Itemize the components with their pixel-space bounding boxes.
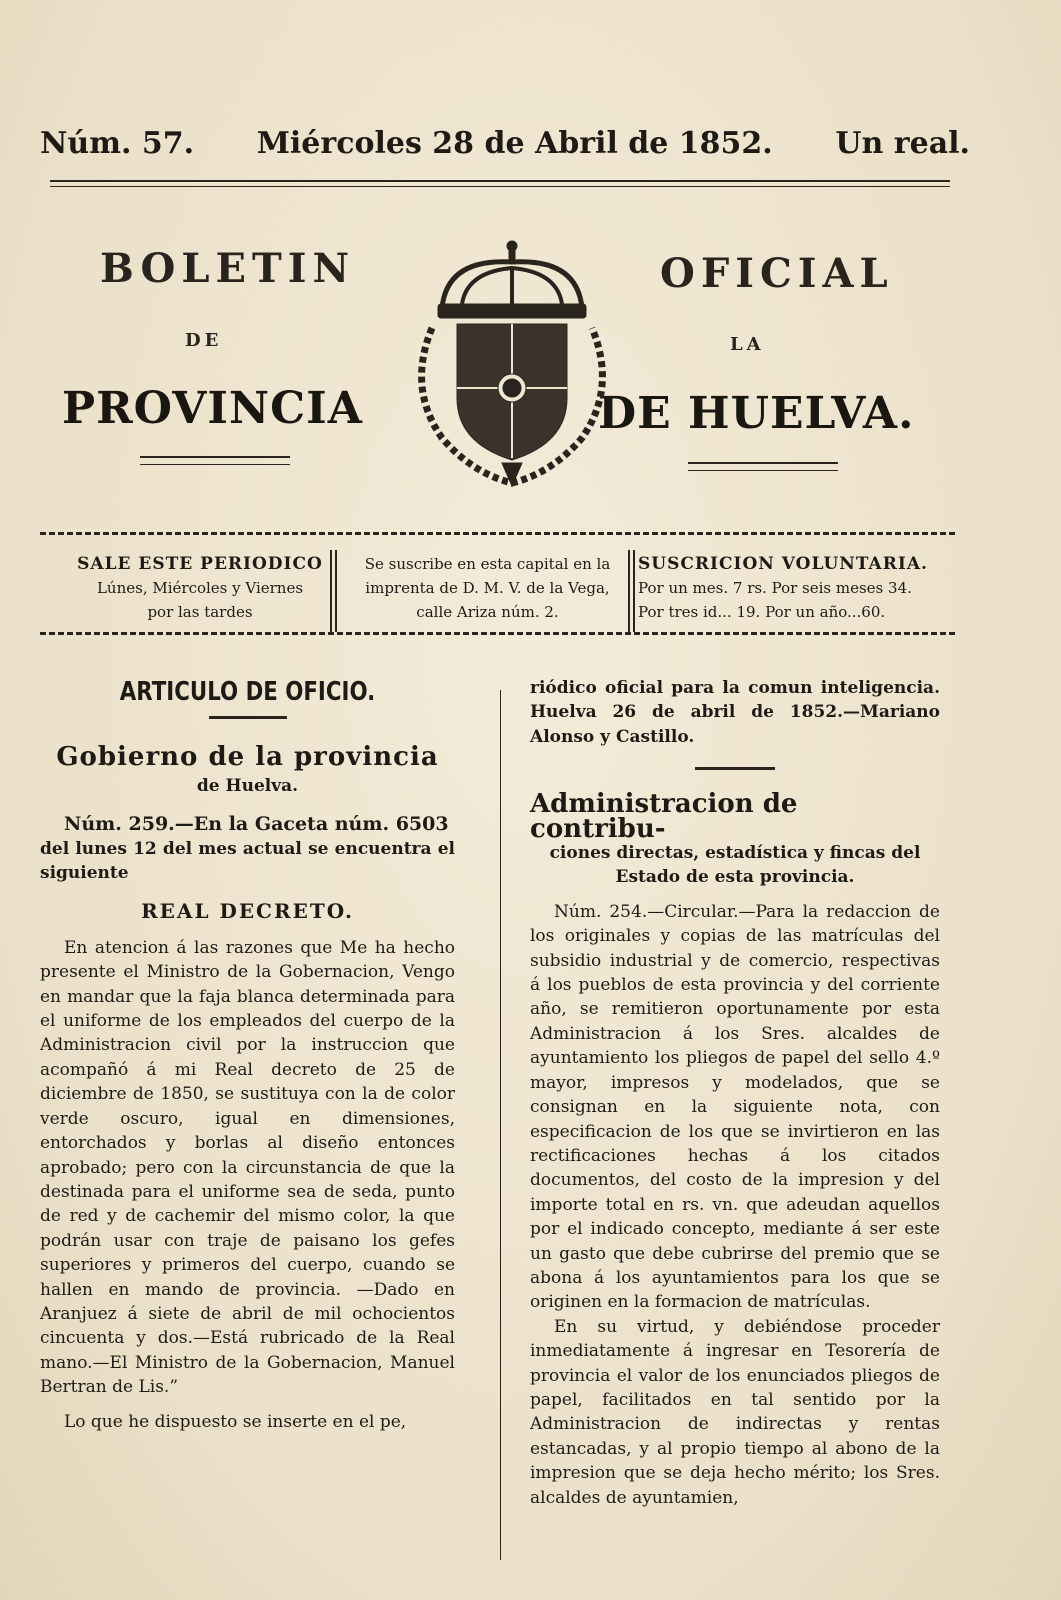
info-publication-time: por las tardes [147, 603, 253, 621]
administracion-title: Administracion de contribu- [530, 789, 798, 844]
subscription-info-box [40, 532, 955, 642]
masthead [40, 126, 970, 161]
flourish-right [688, 462, 838, 471]
info-publication-head: SALE ESTE PERIODICO [77, 554, 323, 574]
flourish-left [140, 456, 290, 465]
closing-text: Lo que he dispuesto se inserte en el pe, [64, 1411, 407, 1432]
decreto-text: En atencion á las razones que Me ha hecho presente el Ministro de la Gobernacion, Vengo en mandar que la faja blanca determinada para el uniforme de los empleados del cuerpo de la Administracion civil por la instruccion que acompañó á mi Real decreto de 25 de diciembre de 1850, se sustituya con la de color verde oscuro, igual en dimensiones, entorchados y borlas al diseño entonces aprobado; pero con la circunstancia de que la destinada para el uniforme sea de seda, punto de red y de cachemir del mismo color, la que podrán usar con traje de paisano los gefes superiores y primeros del cuerpo, cuando se hallen en mando de provincia. —Dado en Aranjuez á siete de abril de mil ochocientos cincuenta y dos.—Está rubricado de la Real mano.—El Ministro de la Gobernacion, Manuel Bertran de Lis.” [40, 937, 455, 1398]
title-oficial: OFICIAL [660, 250, 894, 297]
info-subscribe-line3: calle Ariza núm. 2. [416, 603, 559, 621]
info-publication-days: Lúnes, Miércoles y Viernes [96, 579, 304, 597]
title-provincia: PROVINCIA [62, 383, 363, 434]
info-prices [638, 552, 938, 624]
info-separator-1 [330, 550, 337, 632]
info-subscribe-line1: Se suscribe en esta capital en la [364, 555, 611, 573]
left-column [40, 677, 455, 1434]
section-rule [209, 716, 287, 719]
right-column [530, 676, 940, 1510]
column-divider [500, 690, 501, 1560]
title-la: LA [730, 334, 765, 355]
administracion-subtitle: ciones directas, estadística y fincas del Estado de esta provincia. [549, 843, 921, 888]
info-border-top [40, 532, 955, 535]
title-boletin: BOLETIN [100, 245, 356, 292]
real-decreto-title: REAL DECRETO. [141, 899, 354, 924]
title-huelva: DE HUELVA. [598, 388, 915, 439]
royal-crest-icon [402, 238, 622, 488]
continuation-text: riódico oficial para la comun inteligencia. Huelva 26 de abril de 1852.—Mariano Alonso y Castillo. [530, 678, 940, 747]
info-separator-2 [628, 550, 635, 632]
circular-text: Núm. 254.—Circular.—Para la redaccion de los originales y copias de las matrículas del subsidio industrial y de comercio, respectivas á los pueblos de esta provincia y del corriente año, se remitieron oportunamente por esta Administracion á los Sres. alcaldes de ayuntamiento los pliegos de papel del sello 4.º mayor, impresos y modelados, que se consignan en la siguiente nota, con especificacion de los que se invirtieron en las rectificaciones hechas á los citados documentos, del costo de la impresion y del importe total en rs. vn. que adeudan aquellos por el indicado concepto, mediante á ser este un gasto que debe cubrirse del premio que se abona á los ayuntamientos para los que se originen en la formacion de matrículas. [530, 901, 940, 1313]
article-rule [695, 767, 775, 770]
title-de: DE [185, 330, 223, 351]
issue-date: Miércoles 28 de Abril de 1852. [256, 126, 773, 161]
intro-text: del lunes 12 del mes actual se encuentra el siguiente [40, 838, 455, 884]
gobierno-subtitle: de Huelva. [196, 775, 299, 796]
issue-number: Núm. 57. [40, 126, 195, 161]
gobierno-title: Gobierno de la provincia [56, 742, 439, 773]
info-publication [50, 552, 350, 624]
issue-price: Un real. [835, 126, 970, 161]
masthead-rule-bottom [50, 186, 950, 187]
info-prices-line1: Por un mes. 7 rs. Por seis meses 34. [638, 579, 912, 597]
info-border-bottom [40, 632, 955, 635]
info-subscribe [345, 552, 630, 624]
info-prices-head: SUSCRICION VOLUNTARIA. [638, 554, 928, 574]
section-title-oficio: ARTICULO DE OFICIO. [119, 677, 376, 707]
info-prices-line2: Por tres id... 19. Por un año...60. [638, 603, 886, 621]
info-subscribe-line2: imprenta de D. M. V. de la Vega, [365, 579, 610, 597]
virtud-text: En su virtud, y debiéndose proceder inmediatamente á ingresar en Tesorería de provincia el valor de los enunciados pliegos de papel, facilitados en tal sentido por la Administracion de indirectas y rentas estancadas, y al propio tiempo al abono de la impresion que se deja hecho mérito; los Sres. alcaldes de ayuntamien, [530, 1316, 940, 1508]
masthead-rule-top [50, 180, 950, 182]
intro-number: Núm. 259.—En la Gaceta núm. 6503 [64, 813, 449, 836]
